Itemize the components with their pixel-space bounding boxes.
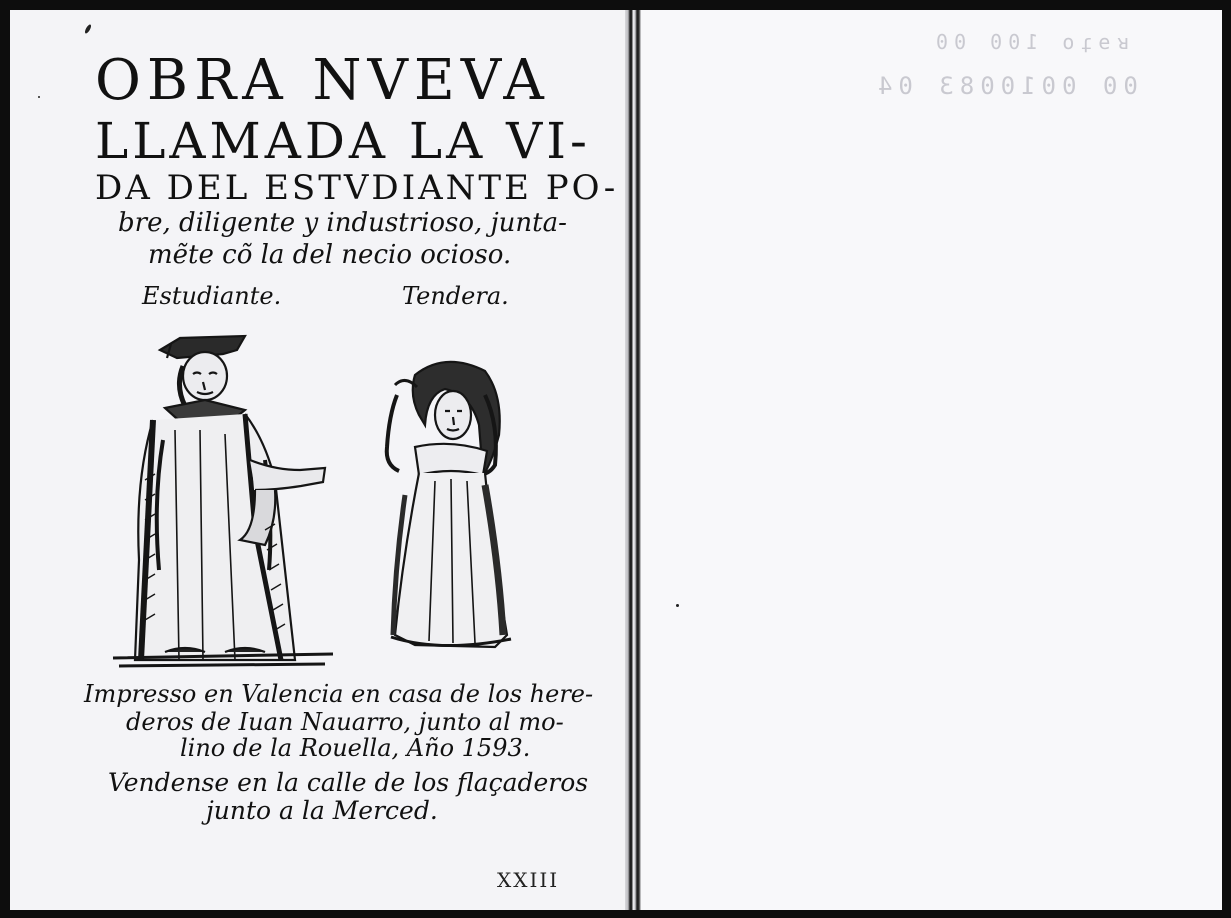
ink-speck [38, 96, 40, 98]
title-line-1: OBRA NVEVA [95, 48, 550, 113]
title-line-5: mẽte cõ la del necio ocioso. [148, 240, 512, 270]
imprint-line-3: lino de la Rouella, Año 1593. [180, 734, 531, 762]
imprint-line-2: deros de Iuan Nauarro, junto al mo- [126, 708, 564, 736]
title-line-2: LLAMADA LA VI- [95, 112, 591, 170]
imprint-line-1: Impresso en Valencia en casa de los here- [84, 680, 594, 708]
page-gutter [625, 10, 641, 910]
title-line-3: DA DEL ESTVDIANTE PO- [95, 168, 619, 208]
folio-number: XXIII [497, 868, 560, 892]
blank-verso-page [641, 10, 1222, 910]
bleed-through-line-2: 00 0010083 04 [872, 72, 1138, 100]
ink-speck [676, 604, 679, 607]
sale-line-1: Vendense en la calle de los flaçaderos [108, 768, 589, 797]
woodcut-student-illustration [105, 330, 335, 675]
title-line-4: bre, diligente y industrioso, junta- [118, 208, 567, 238]
figure-label-student: Estudiante. [142, 282, 282, 310]
woodcut-shopkeeper-illustration [375, 355, 515, 660]
figure-label-shopkeeper: Tendera. [402, 282, 509, 310]
sale-line-2: junto a la Merced. [206, 796, 438, 825]
bleed-through-line-1: ʁɘʇo 100 00 [930, 30, 1129, 54]
